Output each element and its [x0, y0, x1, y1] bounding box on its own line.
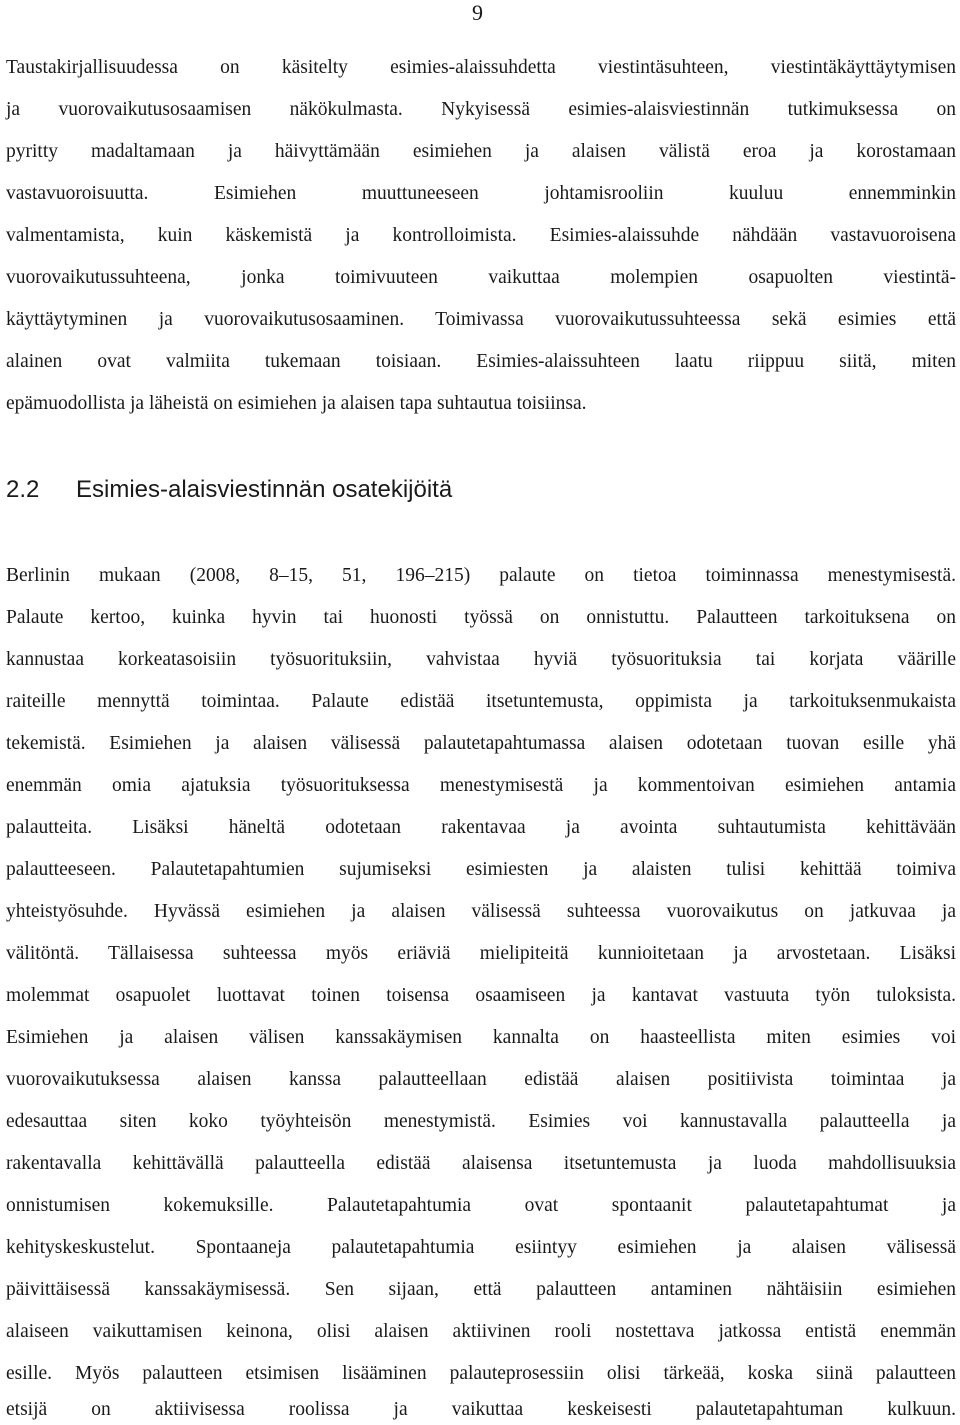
text-line: Taustakirjallisuudessa on käsitelty esimies-alaissuhdetta viestintäsuhteen, viestintäkäyttäytymisen: [6, 57, 956, 78]
text-line: edesauttaa siten koko työyhteisön menestymistä. Esimies voi kannustavalla palautteella ja: [6, 1111, 956, 1132]
text-line: välitöntä. Tällaisessa suhteessa myös eriäviä mielipiteitä kunnioitetaan ja arvostetaan. Lisäksi: [6, 943, 956, 964]
text-line: alaiseen vaikuttamisen keinona, olisi alaisen aktiivinen rooli nostettava jatkossa entistä enemmän: [6, 1321, 956, 1342]
text-line: Esimiehen ja alaisen välisen kanssakäymisen kannalta on haasteellista miten esimies voi: [6, 1027, 956, 1048]
section-number: 2.2: [6, 476, 40, 503]
text-line: kannustaa korkeatasoisiin työsuorituksiin, vahvistaa hyviä työsuorituksia tai korjata väärille: [6, 649, 956, 670]
text-line: päivittäisessä kanssakäymisessä. Sen sijaan, että palautteen antaminen nähtäisiin esimiehen: [6, 1279, 956, 1300]
text-line: enemmän omia ajatuksia työsuorituksessa menestymisestä ja kommentoivan esimiehen antamia: [6, 775, 956, 796]
text-line: onnistumisen kokemuksille. Palautetapahtumia ovat spontaanit palautetapahtumat ja: [6, 1195, 956, 1216]
page-number: 9: [472, 0, 483, 25]
text-line: tekemistä. Esimiehen ja alaisen välisessä palautetapahtumassa alaisen odotetaan tuovan esille yhä: [6, 733, 956, 754]
text-line: vastavuoroisuutta. Esimiehen muuttuneeseen johtamisrooliin kuuluu ennemminkin: [6, 183, 956, 204]
text-line: Palaute kertoo, kuinka hyvin tai huonosti työssä on onnistuttu. Palautteen tarkoituksena on: [6, 607, 956, 628]
text-line: vuorovaikutussuhteena, jonka toimivuuteen vaikuttaa molempien osapuolten viestintä-: [6, 267, 956, 288]
text-line: palautteeseen. Palautetapahtumien sujumiseksi esimiesten ja alaisten tulisi kehittää toimiva: [6, 859, 956, 880]
text-line: käyttäytyminen ja vuorovaikutusosaaminen. Toimivassa vuorovaikutussuhteessa sekä esimies että: [6, 309, 956, 330]
text-line: rakentavalla kehittävällä palautteella edistää alaisensa itsetuntemusta ja luoda mahdollisuuksia: [6, 1153, 956, 1174]
text-line: kehityskeskustelut. Spontaaneja palautetapahtumia esiintyy esimiehen ja alaisen välisessä: [6, 1237, 956, 1258]
text-line: Berlinin mukaan (2008, 8–15, 51, 196–215) palaute on tietoa toiminnassa menestymisestä.: [6, 565, 956, 586]
text-line: molemmat osapuolet luottavat toinen toisensa osaamiseen ja kantavat vastuuta työn tuloksista.: [6, 985, 956, 1006]
text-line: ja vuorovaikutusosaamisen näkökulmasta. Nykyisessä esimies-alaisviestinnän tutkimuksessa on: [6, 99, 956, 120]
text-line: yhteistyösuhde. Hyvässä esimiehen ja alaisen välisessä suhteessa vuorovaikutus on jatkuvaa ja: [6, 901, 956, 922]
section-heading: [6, 475, 452, 505]
text-line: alainen ovat valmiita tukemaan toisiaan. Esimies-alaissuhteen laatu riippuu siitä, miten: [6, 351, 956, 372]
text-line: etsijä on aktiivisessa roolissa ja vaikuttaa keskeisesti palautetapahtuman kulkuun.: [6, 1399, 956, 1420]
text-line: palautteita. Lisäksi häneltä odotetaan rakentavaa ja avointa suhtautumista kehittävään: [6, 817, 956, 838]
text-line: pyritty madaltamaan ja häivyttämään esimiehen ja alaisen välistä eroa ja korostamaan: [6, 141, 956, 162]
text-line: epämuodollista ja läheistä on esimiehen ja alaisen tapa suhtautua toisiinsa.: [6, 393, 587, 414]
text-line: vuorovaikutuksessa alaisen kanssa palautteellaan edistää alaisen positiivista toimintaa ja: [6, 1069, 956, 1090]
section-title: Esimies-alaisviestinnän osatekijöitä: [76, 476, 453, 503]
text-line: valmentamista, kuin käskemistä ja kontrolloimista. Esimies-alaissuhde nähdään vastavuoroisena: [6, 225, 956, 246]
text-line: raiteille mennyttä toimintaa. Palaute edistää itsetuntemusta, oppimista ja tarkoituksenmukaista: [6, 691, 956, 712]
text-line: esille. Myös palautteen etsimisen lisääminen palauteprosessiin olisi tärkeää, koska siinä palautteen: [6, 1363, 956, 1384]
